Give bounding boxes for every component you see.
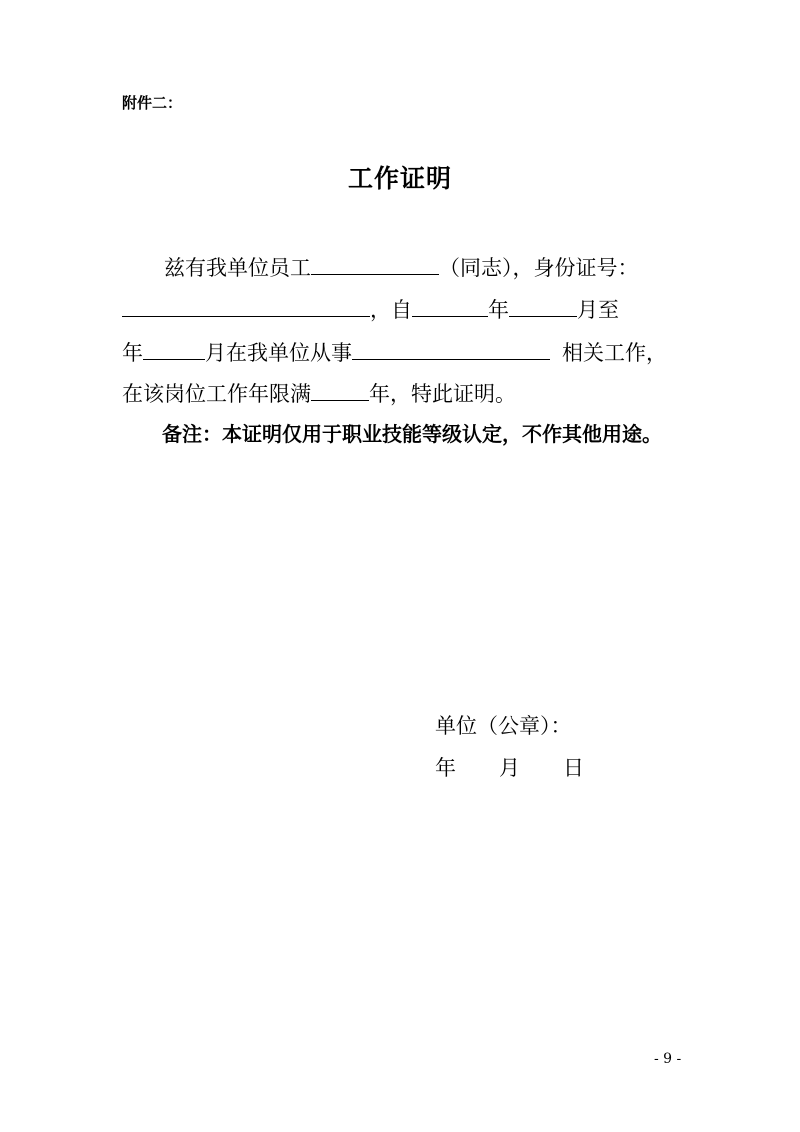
end-year-blank — [143, 341, 205, 360]
id-number-label-text: （同志），身份证号： — [439, 256, 639, 280]
start-month-blank — [509, 298, 577, 317]
unit-stamp-label: 单位（公章）： — [435, 714, 572, 738]
related-work-text: 相关工作， — [562, 341, 667, 365]
attachment-label: 附件二： — [122, 94, 183, 112]
start-year-text: 年 — [488, 298, 509, 322]
certificate-line-3 — [122, 341, 667, 364]
from-text: ，自 — [370, 298, 412, 322]
end-year-text: 年 — [122, 341, 143, 365]
page-title: 工作证明 — [347, 164, 452, 193]
start-year-blank — [412, 298, 488, 317]
certificate-line-1 — [164, 256, 639, 279]
tenure-prefix-text: 在该岗位工作年限满 — [122, 382, 311, 406]
page-number: - 9 - — [654, 1051, 682, 1067]
employee-name-blank — [311, 256, 439, 275]
usage-note: 备注：本证明仅用于职业技能等级认定，不作其他用途。 — [162, 422, 662, 446]
signature-year-label: 年 — [435, 756, 456, 780]
engaged-in-text: 月在我单位从事 — [205, 341, 352, 365]
certificate-line-2 — [122, 298, 619, 321]
signature-day-label: 日 — [563, 756, 584, 780]
tenure-suffix-text: 年，特此证明。 — [369, 382, 516, 406]
tenure-years-blank — [311, 382, 369, 401]
certificate-line-4 — [122, 382, 516, 405]
month-to-text: 月至 — [577, 298, 619, 322]
id-number-blank — [122, 298, 370, 317]
employee-prefix-text: 兹有我单位员工 — [164, 256, 311, 280]
signature-month-label: 月 — [499, 756, 520, 780]
job-description-blank — [352, 341, 550, 360]
